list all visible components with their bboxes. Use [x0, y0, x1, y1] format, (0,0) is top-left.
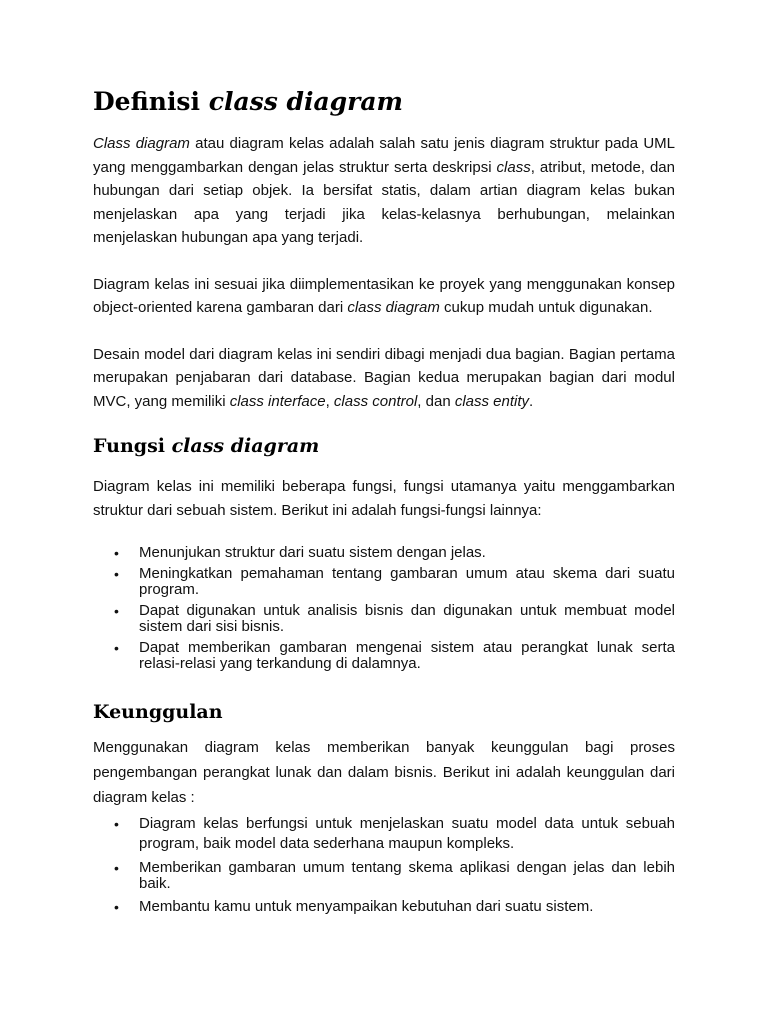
heading-plain: Fungsi	[93, 435, 172, 457]
page-title	[93, 80, 675, 124]
list-item: • Dapat digunakan untuk analisis bisnis dan digunakan untuk membuat model sistem dari sisi bisnis.	[93, 603, 675, 636]
text-segment: ,	[325, 392, 334, 410]
document-content	[93, 80, 675, 919]
list-item: • Membantu kamu untuk menyampaikan kebutuhan dari suatu sistem.	[93, 899, 675, 916]
keunggulan-list	[93, 814, 675, 916]
list-item: • Meningkatkan pemahaman tentang gambaran umum atau skema dari suatu program.	[93, 566, 675, 599]
text-segment: .	[529, 392, 534, 410]
text-segment: Diagram kelas ini sesuai jika diimplementasikan ke proyek yang menggunakan konsep object-oriented karena gambaran dari	[93, 275, 675, 316]
heading-italic: class diagram	[171, 435, 320, 457]
term-class-entity: class entity	[454, 392, 530, 410]
term-class-interface: class interface	[229, 392, 326, 410]
title-italic: class diagram	[208, 87, 403, 116]
term-class: class	[496, 158, 531, 176]
list-item: • Memberikan gambaran umum tentang skema aplikasi dengan jelas dan lebih baik.	[93, 860, 675, 893]
list-item: • Menunjukan struktur dari suatu sistem dengan jelas.	[93, 545, 675, 562]
term-class-control: class control	[333, 392, 418, 410]
section-heading-fungsi	[93, 431, 675, 461]
text-segment: atau diagram kelas adalah salah satu jenis diagram struktur pada UML yang menggambarkan dengan jelas struktur serta deskripsi	[93, 135, 676, 176]
fungsi-intro: Diagram kelas ini memiliki beberapa fungsi, fungsi utamanya yaitu menggambarkan struktur dari sebuah sistem. Berikut ini adalah fungsi-fungsi lainnya:	[93, 478, 675, 519]
keunggulan-intro: Menggunakan diagram kelas memberikan banyak keunggulan bagi proses pengembangan perangkat lunak dan dalam bisnis. Berikut ini adalah keunggulan dari diagram kelas :	[93, 738, 675, 806]
list-item: • Diagram kelas berfungsi untuk menjelaskan suatu model data untuk sebuah program, baik model data sederhana maupun kompleks.	[93, 814, 675, 854]
text-segment: Desain model dari diagram kelas ini sendiri dibagi menjadi dua bagian. Bagian pertama merupakan penjabaran dari database. Bagian kedua merupakan bagian dari modul MVC, yang memiliki	[93, 345, 675, 410]
term-class-diagram: Class diagram	[93, 135, 190, 152]
definition-paragraph-2	[93, 273, 675, 320]
list-item: • Dapat memberikan gambaran mengenai sistem atau perangkat lunak serta relasi-relasi yang terkandung di dalamnya.	[93, 640, 675, 673]
text-segment: cukup mudah untuk digunakan.	[439, 299, 653, 316]
title-plain: Definisi	[93, 87, 209, 116]
fungsi-list	[93, 545, 675, 673]
definition-paragraph-1	[93, 132, 675, 250]
text-segment: , dan	[417, 392, 455, 410]
section-heading-keunggulan: Keunggulan	[93, 700, 223, 723]
text-segment: , atribut, metode, dan hubungan dari setiap objek. Ia bersifat statis, dalam artian diagram kelas bukan menjelaskan apa yang terjadi jika kelas-kelasnya berhubungan, melainkan menjelaskan hubungan apa yang terjadi.	[93, 158, 675, 246]
term-class-diagram: class diagram	[347, 299, 440, 316]
definition-paragraph-3	[93, 343, 675, 414]
